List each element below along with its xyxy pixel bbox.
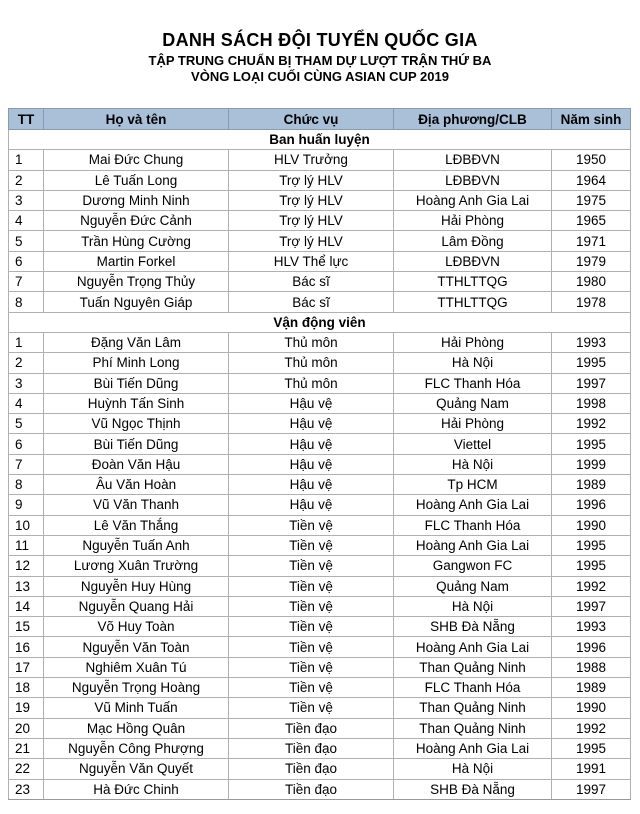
row-role: Tiền vệ <box>229 617 394 637</box>
row-role: Bác sĩ <box>229 292 394 312</box>
row-number: 1 <box>9 332 44 352</box>
table-row <box>9 434 631 454</box>
row-role: Trợ lý HLV <box>229 170 394 190</box>
row-number: 7 <box>9 454 44 474</box>
row-role: Tiền vệ <box>229 678 394 698</box>
table-row <box>9 576 631 596</box>
row-birth-year: 1988 <box>552 657 631 677</box>
row-birth-year: 1964 <box>552 170 631 190</box>
row-club: Hoàng Anh Gia Lai <box>394 738 552 758</box>
row-role: Hậu vệ <box>229 414 394 434</box>
row-name: Martin Forkel <box>44 251 229 271</box>
table-row <box>9 353 631 373</box>
row-number: 2 <box>9 170 44 190</box>
table-row <box>9 373 631 393</box>
header-name: Họ và tên <box>44 109 229 130</box>
table-row <box>9 495 631 515</box>
table-row <box>9 556 631 576</box>
row-birth-year: 1997 <box>552 373 631 393</box>
row-birth-year: 1997 <box>552 596 631 616</box>
row-club: SHB Đà Nẵng <box>394 779 552 799</box>
row-birth-year: 1995 <box>552 353 631 373</box>
row-number: 8 <box>9 292 44 312</box>
row-birth-year: 1990 <box>552 698 631 718</box>
row-birth-year: 1995 <box>552 556 631 576</box>
row-role: Hậu vệ <box>229 434 394 454</box>
row-name: Nguyễn Tuấn Anh <box>44 535 229 555</box>
header-birth-year: Năm sinh <box>552 109 631 130</box>
row-club: Than Quảng Ninh <box>394 657 552 677</box>
table-row <box>9 475 631 495</box>
row-role: Trợ lý HLV <box>229 211 394 231</box>
table-row <box>9 617 631 637</box>
table-row <box>9 292 631 312</box>
group-row <box>9 312 631 332</box>
row-club: TTHLTTQG <box>394 292 552 312</box>
row-role: Tiền đạo <box>229 718 394 738</box>
table-row <box>9 596 631 616</box>
row-name: Hà Đức Chinh <box>44 779 229 799</box>
table-header-row <box>9 109 631 130</box>
row-birth-year: 1995 <box>552 535 631 555</box>
row-number: 3 <box>9 373 44 393</box>
row-name: Trần Hùng Cường <box>44 231 229 251</box>
table-row <box>9 454 631 474</box>
row-number: 6 <box>9 434 44 454</box>
table-row <box>9 698 631 718</box>
row-role: Hậu vệ <box>229 495 394 515</box>
row-name: Đoàn Văn Hậu <box>44 454 229 474</box>
row-name: Lê Tuấn Long <box>44 170 229 190</box>
table-row <box>9 657 631 677</box>
row-role: HLV Trưởng <box>229 150 394 170</box>
row-role: Tiền vệ <box>229 698 394 718</box>
row-birth-year: 1993 <box>552 617 631 637</box>
row-club: Than Quảng Ninh <box>394 718 552 738</box>
row-number: 19 <box>9 698 44 718</box>
row-role: HLV Thể lực <box>229 251 394 271</box>
row-number: 12 <box>9 556 44 576</box>
row-number: 5 <box>9 231 44 251</box>
row-name: Huỳnh Tấn Sinh <box>44 393 229 413</box>
row-name: Nguyễn Quang Hải <box>44 596 229 616</box>
row-number: 8 <box>9 475 44 495</box>
row-club: Hà Nội <box>394 454 552 474</box>
row-number: 6 <box>9 251 44 271</box>
row-birth-year: 1995 <box>552 434 631 454</box>
row-number: 21 <box>9 738 44 758</box>
row-birth-year: 1995 <box>552 738 631 758</box>
row-club: Hoàng Anh Gia Lai <box>394 495 552 515</box>
row-role: Thủ môn <box>229 373 394 393</box>
row-club: LĐBĐVN <box>394 170 552 190</box>
row-birth-year: 1980 <box>552 272 631 292</box>
table-row <box>9 272 631 292</box>
row-club: Gangwon FC <box>394 556 552 576</box>
row-birth-year: 1992 <box>552 718 631 738</box>
row-number: 2 <box>9 353 44 373</box>
row-club: Hoàng Anh Gia Lai <box>394 637 552 657</box>
row-role: Hậu vệ <box>229 454 394 474</box>
table-row <box>9 231 631 251</box>
row-role: Tiền vệ <box>229 515 394 535</box>
row-club: Than Quảng Ninh <box>394 698 552 718</box>
table-row <box>9 150 631 170</box>
row-number: 4 <box>9 393 44 413</box>
row-number: 17 <box>9 657 44 677</box>
table-row <box>9 393 631 413</box>
row-birth-year: 1971 <box>552 231 631 251</box>
row-birth-year: 1997 <box>552 779 631 799</box>
row-birth-year: 1992 <box>552 576 631 596</box>
row-club: FLC Thanh Hóa <box>394 678 552 698</box>
row-role: Tiền đạo <box>229 738 394 758</box>
row-birth-year: 1989 <box>552 475 631 495</box>
row-club: Hải Phòng <box>394 414 552 434</box>
row-club: Viettel <box>394 434 552 454</box>
row-role: Tiền vệ <box>229 596 394 616</box>
row-role: Tiền vệ <box>229 637 394 657</box>
row-name: Nguyễn Công Phượng <box>44 738 229 758</box>
row-name: Nguyễn Văn Toàn <box>44 637 229 657</box>
row-birth-year: 1996 <box>552 495 631 515</box>
row-number: 3 <box>9 190 44 210</box>
row-name: Nguyễn Đức Cảnh <box>44 211 229 231</box>
row-role: Trợ lý HLV <box>229 190 394 210</box>
row-name: Phí Minh Long <box>44 353 229 373</box>
row-club: Lâm Đồng <box>394 231 552 251</box>
row-birth-year: 1950 <box>552 150 631 170</box>
row-club: Hoàng Anh Gia Lai <box>394 190 552 210</box>
row-birth-year: 1979 <box>552 251 631 271</box>
row-birth-year: 1998 <box>552 393 631 413</box>
row-number: 23 <box>9 779 44 799</box>
row-role: Tiền đạo <box>229 779 394 799</box>
row-number: 10 <box>9 515 44 535</box>
row-name: Vũ Ngọc Thịnh <box>44 414 229 434</box>
group-title: Vận động viên <box>9 312 631 332</box>
row-birth-year: 1965 <box>552 211 631 231</box>
row-name: Âu Văn Hoàn <box>44 475 229 495</box>
row-club: Hải Phòng <box>394 332 552 352</box>
row-role: Trợ lý HLV <box>229 231 394 251</box>
row-name: Vũ Văn Thanh <box>44 495 229 515</box>
row-club: SHB Đà Nẵng <box>394 617 552 637</box>
row-birth-year: 1990 <box>552 515 631 535</box>
row-name: Vũ Minh Tuấn <box>44 698 229 718</box>
row-name: Nguyễn Trọng Thủy <box>44 272 229 292</box>
row-number: 1 <box>9 150 44 170</box>
table-row <box>9 637 631 657</box>
table-row <box>9 738 631 758</box>
row-name: Bùi Tiến Dũng <box>44 373 229 393</box>
row-club: FLC Thanh Hóa <box>394 515 552 535</box>
row-club: Quảng Nam <box>394 576 552 596</box>
row-role: Thủ môn <box>229 353 394 373</box>
page-subtitle-2: VÒNG LOẠI CUỐI CÙNG ASIAN CUP 2019 <box>191 69 449 84</box>
row-role: Tiền vệ <box>229 556 394 576</box>
roster-table <box>8 108 631 800</box>
row-role: Tiền vệ <box>229 576 394 596</box>
row-name: Mạc Hồng Quân <box>44 718 229 738</box>
row-club: FLC Thanh Hóa <box>394 373 552 393</box>
table-row <box>9 718 631 738</box>
row-role: Tiền vệ <box>229 657 394 677</box>
row-number: 22 <box>9 759 44 779</box>
row-number: 15 <box>9 617 44 637</box>
row-birth-year: 1991 <box>552 759 631 779</box>
table-body <box>9 130 631 800</box>
row-name: Dương Minh Ninh <box>44 190 229 210</box>
header-tt: TT <box>9 109 44 130</box>
row-birth-year: 1996 <box>552 637 631 657</box>
header-role: Chức vụ <box>229 109 394 130</box>
page-subtitle-1: TẬP TRUNG CHUẨN BỊ THAM DỰ LƯỢT TRẬN THỨ BA <box>148 53 492 68</box>
row-club: Hà Nội <box>394 759 552 779</box>
row-role: Hậu vệ <box>229 475 394 495</box>
row-number: 14 <box>9 596 44 616</box>
row-birth-year: 1992 <box>552 414 631 434</box>
row-name: Nguyễn Huy Hùng <box>44 576 229 596</box>
table-row <box>9 779 631 799</box>
row-name: Tuấn Nguyên Giáp <box>44 292 229 312</box>
row-name: Bùi Tiến Dũng <box>44 434 229 454</box>
row-number: 16 <box>9 637 44 657</box>
row-club: Tp HCM <box>394 475 552 495</box>
row-role: Bác sĩ <box>229 272 394 292</box>
row-role: Tiền đạo <box>229 759 394 779</box>
row-number: 11 <box>9 535 44 555</box>
row-name: Võ Huy Toàn <box>44 617 229 637</box>
page-title: DANH SÁCH ĐỘI TUYỂN QUỐC GIA <box>162 30 478 50</box>
table-row <box>9 759 631 779</box>
row-number: 13 <box>9 576 44 596</box>
row-birth-year: 1978 <box>552 292 631 312</box>
row-birth-year: 1993 <box>552 332 631 352</box>
row-role: Tiền vệ <box>229 535 394 555</box>
table-row <box>9 515 631 535</box>
row-name: Nguyễn Văn Quyết <box>44 759 229 779</box>
row-birth-year: 1975 <box>552 190 631 210</box>
row-number: 4 <box>9 211 44 231</box>
row-name: Đặng Văn Lâm <box>44 332 229 352</box>
row-club: LĐBĐVN <box>394 251 552 271</box>
table-row <box>9 678 631 698</box>
row-number: 9 <box>9 495 44 515</box>
row-birth-year: 1999 <box>552 454 631 474</box>
row-number: 20 <box>9 718 44 738</box>
table-row <box>9 170 631 190</box>
row-name: Mai Đức Chung <box>44 150 229 170</box>
table-row <box>9 332 631 352</box>
table-row <box>9 190 631 210</box>
row-number: 5 <box>9 414 44 434</box>
group-title: Ban huấn luyện <box>9 130 631 150</box>
row-name: Lương Xuân Trường <box>44 556 229 576</box>
row-role: Thủ môn <box>229 332 394 352</box>
row-club: LĐBĐVN <box>394 150 552 170</box>
row-name: Lê Văn Thắng <box>44 515 229 535</box>
row-club: Quảng Nam <box>394 393 552 413</box>
row-club: TTHLTTQG <box>394 272 552 292</box>
row-club: Hà Nội <box>394 353 552 373</box>
row-number: 7 <box>9 272 44 292</box>
header-club: Địa phương/CLB <box>394 109 552 130</box>
row-number: 18 <box>9 678 44 698</box>
row-club: Hoàng Anh Gia Lai <box>394 535 552 555</box>
row-name: Nghiêm Xuân Tú <box>44 657 229 677</box>
group-row <box>9 130 631 150</box>
row-club: Hải Phòng <box>394 211 552 231</box>
row-birth-year: 1989 <box>552 678 631 698</box>
row-role: Hậu vệ <box>229 393 394 413</box>
row-club: Hà Nội <box>394 596 552 616</box>
row-name: Nguyễn Trọng Hoàng <box>44 678 229 698</box>
table-row <box>9 211 631 231</box>
table-row <box>9 414 631 434</box>
table-row <box>9 251 631 271</box>
table-row <box>9 535 631 555</box>
